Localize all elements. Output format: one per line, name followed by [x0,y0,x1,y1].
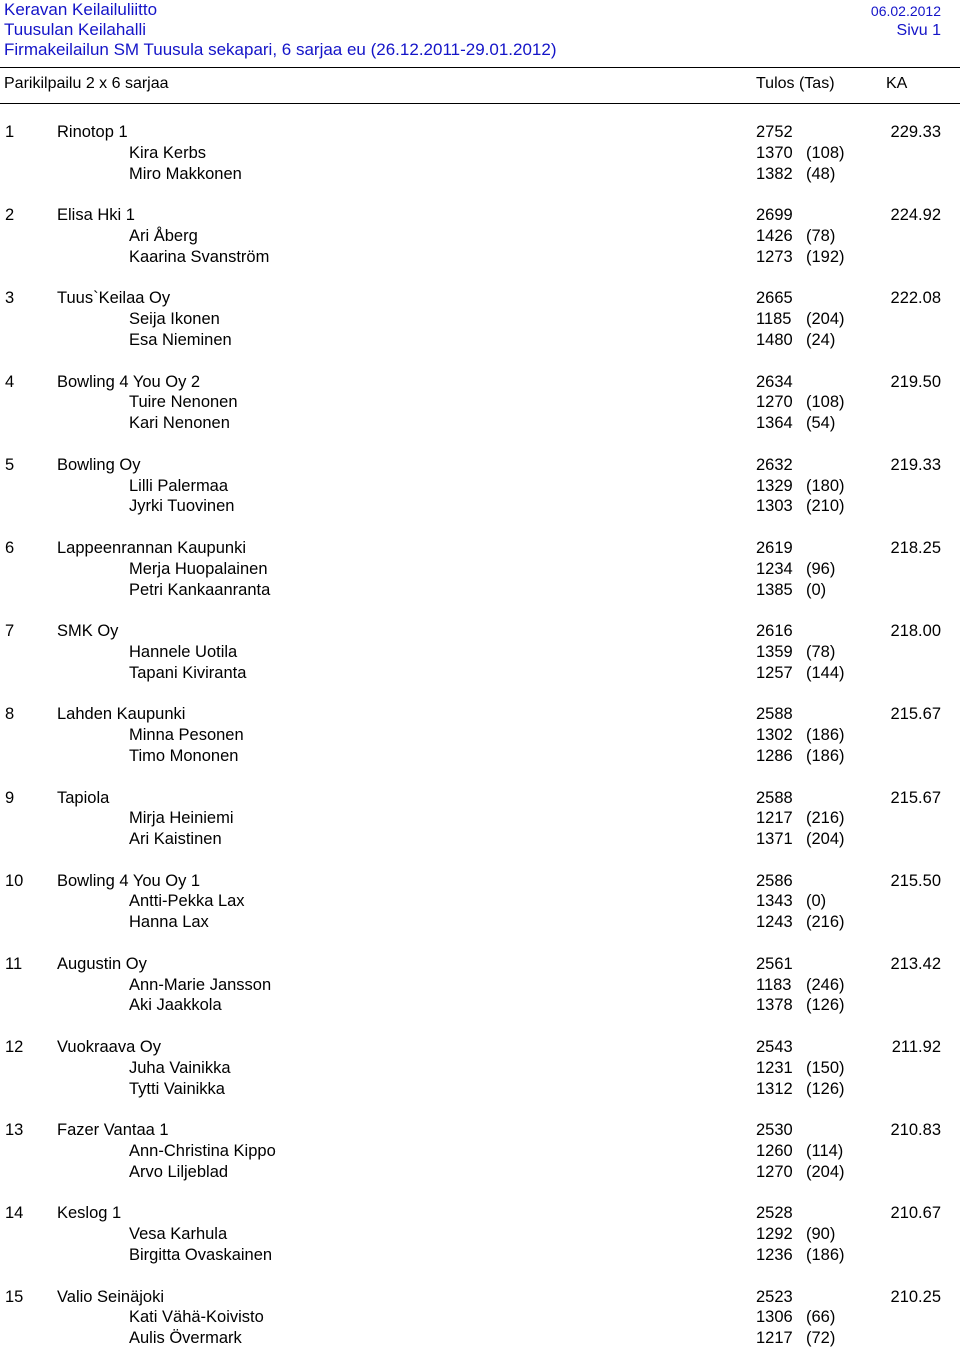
team-group [0,456,960,539]
team-group [0,1288,960,1371]
player-row [0,1329,960,1350]
player-name: Antti-Pekka Lax [129,892,245,911]
player-row [0,1059,960,1080]
player-handicap: (186) [806,726,845,745]
player-row [0,664,960,685]
player-name: Tapani Kiviranta [129,663,247,682]
team-name: Bowling 4 You Oy 2 [57,372,201,391]
team-rank: 5 [5,455,15,474]
player-name: Arvo Liljeblad [129,1162,229,1181]
team-rank: 3 [5,289,15,308]
team-name: Rinotop 1 [57,123,128,141]
team-name: Bowling 4 You Oy 1 [57,871,201,890]
team-row [0,1038,960,1059]
player-row [0,1080,960,1101]
player-row [0,1225,960,1246]
team-row [0,1204,960,1225]
player-name: Ann-Marie Jansson [129,975,272,994]
team-rank: 8 [5,705,15,724]
player-handicap: (78) [806,642,836,661]
player-row [0,1142,960,1163]
player-score: 1382 [756,164,793,183]
player-handicap: (246) [806,975,845,994]
team-rank: 15 [5,1287,24,1306]
team-rank: 6 [5,538,15,557]
player-handicap: (48) [806,164,836,183]
player-score: 1217 [756,1329,793,1348]
player-name: Juha Vainikka [129,1058,231,1077]
player-row [0,1163,960,1184]
player-name: Birgitta Ovaskainen [129,1246,273,1265]
team-name: SMK Oy [57,622,119,641]
player-name: Ari Kaistinen [129,830,222,849]
team-row [0,289,960,310]
team-name: Augustin Oy [57,954,147,973]
team-total: 2523 [756,1287,793,1306]
team-group [0,622,960,705]
event-label: Parikilpailu 2 x 6 sarjaa [4,75,169,92]
player-score: 1385 [756,580,793,599]
team-total: 2528 [756,1204,793,1223]
player-name: Aulis Övermark [129,1329,242,1348]
header-row-1 [0,0,960,22]
player-name: Ann-Christina Kippo [129,1142,276,1161]
player-handicap: (24) [806,330,836,349]
team-group [0,539,960,622]
player-score: 1426 [756,226,793,245]
team-average: 211.92 [891,1038,941,1057]
player-name: Tytti Vainikka [129,1079,225,1098]
player-handicap: (216) [806,809,845,828]
team-row [0,872,960,893]
player-handicap: (186) [806,746,845,765]
player-name: Seija Ikonen [129,310,220,329]
team-name: Fazer Vantaa 1 [57,1121,169,1140]
team-total: 2588 [756,788,793,807]
team-row [0,206,960,227]
team-rank: 2 [5,206,15,225]
player-score: 1234 [756,559,793,578]
player-handicap: (216) [806,913,845,932]
player-score: 1302 [756,726,793,745]
team-name: Tapiola [57,788,110,807]
team-row [0,123,960,144]
team-rank: 9 [5,788,15,807]
player-score: 1270 [756,1162,793,1181]
player-handicap: (186) [806,1246,845,1265]
team-row [0,456,960,477]
team-name: Lappeenrannan Kaupunki [57,538,247,557]
team-name: Elisa Hki 1 [57,206,135,225]
player-handicap: (90) [806,1225,836,1244]
player-score: 1236 [756,1246,793,1265]
player-handicap: (66) [806,1308,836,1327]
page-number: Sivu 1 [896,22,941,39]
player-name: Hanna Lax [129,913,209,932]
player-handicap: (204) [806,830,845,849]
player-row [0,414,960,435]
player-handicap: (210) [806,497,845,516]
team-average: 215.67 [890,705,941,724]
player-name: Hannele Uotila [129,642,238,661]
player-row [0,560,960,581]
player-row [0,393,960,414]
team-rank: 13 [5,1121,24,1140]
header-row-3 [0,40,960,62]
team-average: 218.00 [890,622,941,641]
team-group [0,1038,960,1121]
team-row [0,1288,960,1309]
tournament-title: Firmakeilailun SM Tuusula sekapari, 6 sarjaa eu (26.12.2011-29.01.2012) [4,40,557,59]
player-row [0,747,960,768]
player-row [0,497,960,518]
player-score: 1292 [756,1225,793,1244]
player-row [0,726,960,747]
player-score: 1183 [756,975,792,994]
player-score: 1231 [756,1058,793,1077]
player-name: Tuire Nenonen [129,393,238,412]
team-rank: 10 [5,871,24,890]
team-group [0,705,960,788]
player-name: Kati Vähä-Koivisto [129,1308,264,1327]
column-header [0,75,960,95]
team-total: 2543 [756,1038,793,1057]
team-average: 229.33 [890,123,941,141]
player-name: Minna Pesonen [129,726,244,745]
player-name: Petri Kankaanranta [129,580,271,599]
player-score: 1370 [756,143,793,162]
player-name: Kira Kerbs [129,143,207,162]
player-handicap: (126) [806,1079,845,1098]
player-row [0,144,960,165]
team-rank: 7 [5,622,15,641]
player-row [0,310,960,331]
team-row [0,373,960,394]
player-row [0,809,960,830]
venue-name: Tuusulan Keilahalli [4,20,147,39]
team-name: Lahden Kaupunki [57,705,186,724]
team-average: 215.67 [890,788,941,807]
player-score: 1371 [756,830,793,849]
player-name: Merja Huopalainen [129,559,268,578]
team-row [0,789,960,810]
team-name: Keslog 1 [57,1204,122,1223]
team-total: 2699 [756,206,793,225]
team-average: 213.42 [890,954,941,973]
player-row [0,976,960,997]
player-row [0,165,960,186]
player-handicap: (108) [806,143,845,162]
team-total: 2634 [756,372,793,391]
team-rank: 4 [5,372,15,391]
team-average: 224.92 [890,206,941,225]
player-name: Timo Mononen [129,746,239,765]
player-name: Kaarina Svanström [129,247,270,266]
player-score: 1185 [756,310,792,329]
player-row [0,643,960,664]
player-handicap: (204) [806,310,845,329]
player-score: 1286 [756,746,793,765]
player-handicap: (108) [806,393,845,412]
team-group [0,1204,960,1287]
player-handicap: (180) [806,476,845,495]
team-total: 2561 [756,954,793,973]
player-score: 1303 [756,497,793,516]
team-total: 2616 [756,622,793,641]
team-total: 2588 [756,705,793,724]
player-handicap: (54) [806,414,836,433]
results-list [0,123,960,1371]
team-rank: 14 [5,1204,24,1223]
player-row [0,1246,960,1267]
team-group [0,123,960,206]
player-score: 1480 [756,330,793,349]
team-rank: 11 [5,954,23,973]
player-handicap: (150) [806,1058,845,1077]
team-total: 2530 [756,1121,793,1140]
average-column-label: KA [886,75,908,92]
player-handicap: (126) [806,996,845,1015]
player-handicap: (144) [806,663,845,682]
player-score: 1306 [756,1308,793,1327]
player-handicap: (78) [806,226,836,245]
player-score: 1359 [756,642,793,661]
player-handicap: (114) [806,1142,844,1161]
player-row [0,477,960,498]
team-name: Valio Seinäjoki [57,1287,165,1306]
player-row [0,830,960,851]
team-row [0,1121,960,1142]
player-name: Mirja Heiniemi [129,809,234,828]
player-score: 1364 [756,414,793,433]
player-name: Jyrki Tuovinen [129,497,235,516]
team-name: Tuus`Keilaa Oy [57,289,171,308]
report-date: 06.02.2012 [870,3,941,19]
player-score: 1243 [756,913,793,932]
team-total: 2586 [756,871,793,890]
team-rank: 1 [5,123,15,141]
player-name: Esa Nieminen [129,330,232,349]
team-group [0,872,960,955]
team-name: Vuokraava Oy [57,1038,161,1057]
team-average: 219.50 [890,372,941,391]
player-handicap: (192) [806,247,845,266]
team-group [0,1121,960,1204]
team-name: Bowling Oy [57,455,141,474]
player-name: Kari Nenonen [129,414,230,433]
player-score: 1343 [756,892,793,911]
player-score: 1273 [756,247,793,266]
team-average: 218.25 [890,538,941,557]
team-group [0,373,960,456]
player-row [0,996,960,1017]
team-average: 219.33 [890,455,941,474]
team-group [0,955,960,1038]
header-divider-bottom [0,103,960,104]
team-total: 2632 [756,455,793,474]
team-row [0,622,960,643]
team-total: 2665 [756,289,793,308]
team-rank: 12 [5,1038,24,1057]
team-row [0,705,960,726]
player-handicap: (204) [806,1162,845,1181]
team-total: 2619 [756,538,793,557]
player-row [0,913,960,934]
team-group [0,289,960,372]
player-score: 1378 [756,996,793,1015]
player-handicap: (0) [806,580,827,599]
team-group [0,789,960,872]
player-name: Miro Makkonen [129,164,242,183]
team-group [0,206,960,289]
player-name: Ari Åberg [129,226,198,245]
player-score: 1217 [756,809,793,828]
result-column-label: Tulos (Tas) [756,75,835,92]
player-row [0,331,960,352]
player-score: 1270 [756,393,793,412]
team-row [0,955,960,976]
player-row [0,227,960,248]
player-row [0,248,960,269]
team-row [0,539,960,560]
player-row [0,892,960,913]
player-name: Vesa Karhula [129,1225,228,1244]
player-name: Aki Jaakkola [129,996,222,1015]
player-score: 1312 [756,1079,793,1098]
team-average: 210.25 [890,1287,941,1306]
header-row-2 [0,20,960,42]
player-score: 1257 [756,663,793,682]
player-row [0,1308,960,1329]
player-name: Lilli Palermaa [129,476,229,495]
organization-name: Keravan Keilailuliitto [4,0,158,19]
player-handicap: (96) [806,559,836,578]
player-score: 1329 [756,476,793,495]
team-average: 210.67 [890,1204,941,1223]
team-total: 2752 [756,123,793,141]
team-average: 222.08 [890,289,941,308]
player-row [0,581,960,602]
header-divider-top [0,67,960,68]
player-handicap: (0) [806,892,827,911]
player-handicap: (72) [806,1329,836,1348]
team-average: 215.50 [890,871,941,890]
player-score: 1260 [756,1142,793,1161]
team-average: 210.83 [890,1121,941,1140]
